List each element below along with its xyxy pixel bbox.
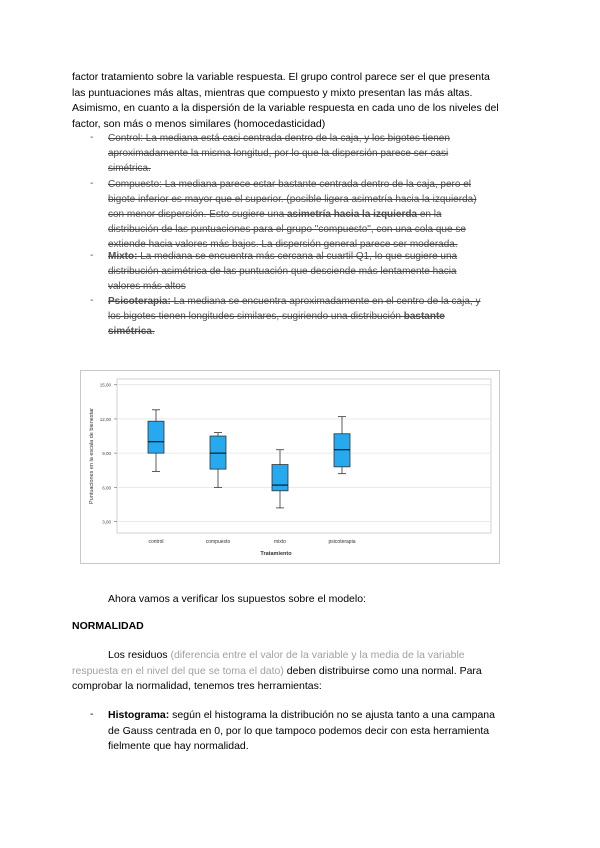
text: . bbox=[151, 326, 155, 337]
histograma-bullet: - bbox=[90, 708, 94, 720]
x-tick-label: control bbox=[148, 539, 164, 545]
x-axis-label: Tratamiento bbox=[260, 551, 292, 557]
list-bullet: - bbox=[90, 177, 94, 189]
y-tick-label: 12,00 bbox=[99, 416, 111, 422]
bold-text: asimetría hacia la izquierda bbox=[287, 209, 418, 220]
text: en la bbox=[417, 209, 442, 220]
verify-text: Ahora vamos a verificar los supuestos sobre el modelo: bbox=[108, 593, 366, 605]
intro-line: factor tratamiento sobre la variable respuesta. El grupo control parece ser el que presenta bbox=[72, 71, 490, 83]
list-item-line bbox=[108, 177, 538, 192]
y-tick-label: 3,00 bbox=[102, 519, 111, 525]
text: extiende hacia valores más bajos. La dispersión general parece ser moderada. bbox=[108, 239, 458, 250]
text: distribución asimétrica de las puntuación que desciende más lentamente hacia bbox=[108, 266, 457, 277]
list-item bbox=[108, 249, 538, 294]
bold-text: bastante bbox=[403, 311, 445, 322]
list-item bbox=[108, 177, 538, 252]
residuos-text: Los residuos bbox=[108, 649, 171, 661]
list-item-line bbox=[108, 294, 538, 309]
intro-line: factor, son más o menos similares (homocedasticidad) bbox=[72, 117, 326, 130]
list-item-line bbox=[108, 279, 538, 294]
intro-paragraph bbox=[72, 70, 532, 132]
list-bullet: - bbox=[90, 249, 94, 261]
text: los bigotes tienen longitudes similares, sugiriendo una distribución bbox=[108, 311, 404, 322]
y-axis-label: Puntuaciones en la escala de bienestar bbox=[89, 407, 95, 505]
list-item-line bbox=[108, 222, 538, 237]
histograma-text: según el histograma la distribución no se ajusta tanto a una campana bbox=[169, 709, 495, 721]
residuos-text: comprobar la normalidad, tenemos tres herramientas: bbox=[72, 680, 322, 692]
y-tick-label: 15,00 bbox=[99, 382, 111, 388]
list-item-line bbox=[108, 249, 538, 264]
boxplot-box bbox=[272, 465, 288, 491]
list-item-line bbox=[108, 131, 538, 146]
residuos-text: deben distribuirse como una normal. Para bbox=[283, 664, 482, 677]
text: Compuesto: La mediana parece estar bastante centrada dentro de la caja, pero el bbox=[108, 179, 472, 190]
intro-line: las puntuaciones más altas, mientras que compuesto y mixto presentan las más altas. bbox=[72, 86, 473, 99]
list-item-line bbox=[108, 309, 538, 324]
list-bullet: - bbox=[90, 294, 94, 306]
x-tick-label: mixto bbox=[274, 539, 286, 545]
bold-text: Psicoterapia: bbox=[108, 296, 171, 307]
list-item-line bbox=[108, 192, 538, 207]
plot-area bbox=[117, 379, 491, 533]
list-item-line bbox=[108, 207, 538, 222]
residuos-definition: respuesta en el nivel del que se toma el dato) bbox=[72, 664, 284, 677]
intro-line: Asimismo, en cuanto a la dispersión de la variable respuesta en cada uno de los niveles del bbox=[72, 102, 499, 114]
list-item-line bbox=[108, 324, 538, 339]
boxplot-box bbox=[334, 434, 350, 467]
text: con menor dispersión. Esto sugiere una bbox=[108, 209, 287, 220]
x-tick-label: psicoterapia bbox=[328, 539, 356, 545]
text: simétrica. bbox=[108, 163, 151, 174]
list-bullet: - bbox=[90, 131, 94, 143]
y-tick-label: 6,00 bbox=[102, 485, 111, 491]
list-item bbox=[108, 131, 538, 176]
histograma-text: fielmente que hay normalidad. bbox=[108, 740, 249, 752]
bold-text: simétrica bbox=[108, 326, 152, 337]
histograma-paragraph bbox=[108, 708, 538, 755]
text: distribución de las puntuaciones para el grupo "compuesto", con una cola que se bbox=[108, 224, 466, 235]
list-item-line bbox=[108, 264, 538, 279]
histograma-text: de Gauss centrada en 0, por lo que tampoco podemos decir con esta herramienta bbox=[108, 724, 490, 737]
text: bigote inferior es mayor que el superior. (posible ligera asimetría hacia la izquierda) bbox=[108, 194, 477, 205]
boxplot-box bbox=[148, 421, 164, 453]
list-item-line bbox=[108, 146, 538, 161]
y-tick-label: 9,00 bbox=[102, 451, 111, 457]
residuos-paragraph bbox=[72, 648, 532, 695]
text: Control: La mediana está casi centrada dentro de la caja, y los bigotes tienen bbox=[108, 133, 450, 144]
x-tick-label: compuesto bbox=[205, 539, 231, 545]
residuos-definition: (diferencia entre el valor de la variable y la media de la variable bbox=[170, 649, 465, 661]
list-item bbox=[108, 294, 538, 339]
bold-text: Mixto: bbox=[108, 251, 138, 262]
text: valores más altos bbox=[108, 281, 186, 292]
text: La mediana se encuentra más cercana al cuartil Q1, lo que sugiere una bbox=[137, 251, 458, 262]
boxplot-box bbox=[210, 436, 226, 469]
boxplot-chart bbox=[81, 371, 499, 563]
section-heading-normalidad: NORMALIDAD bbox=[72, 620, 144, 632]
text: La mediana se encuentra aproximadamente en el centro de la caja, y bbox=[170, 296, 481, 307]
list-item-line bbox=[108, 161, 538, 176]
histograma-label: Histograma: bbox=[108, 709, 170, 721]
boxplot-chart-frame bbox=[80, 370, 500, 564]
text: aproximadamente la misma longitud, por lo que la dispersión parece ser casi bbox=[108, 148, 449, 159]
